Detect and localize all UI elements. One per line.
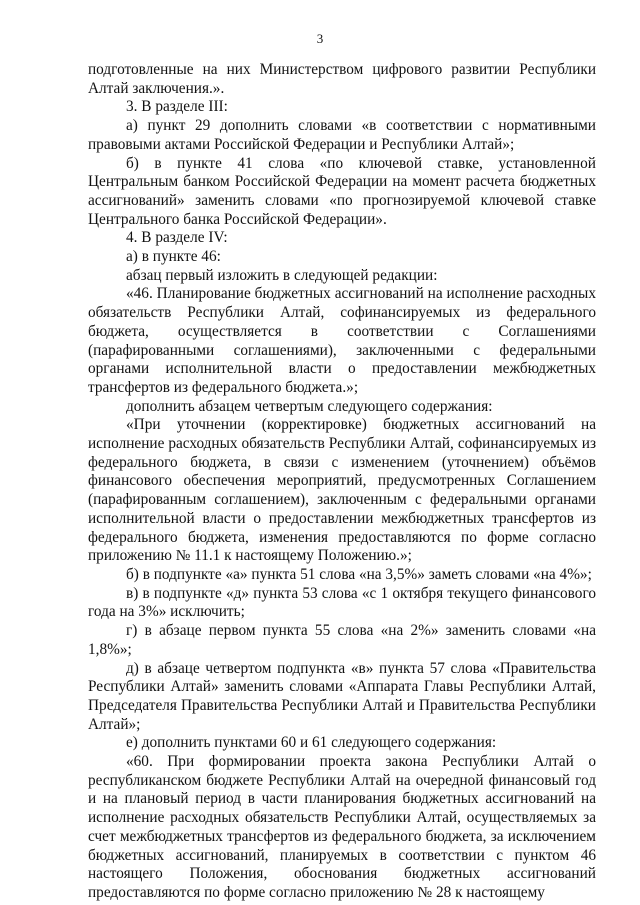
paragraph: е) дополнить пунктами 60 и 61 следующего содержания:	[126, 734, 497, 752]
page-number: 3	[316, 31, 324, 46]
paragraph: а) пункт 29 дополнить словами «в соответствии с нормативными правовыми актами Российской Федерации и Республики Алтай»;	[88, 117, 596, 153]
paragraph: д) в абзаце четвертом подпункта «в» пункта 57 слова «Правительства Республики Алтай» заменить словами «Аппарата Главы Республики Алтай, Председателя Правительства Республики Алтай и Правительства Республики Алтай»;	[88, 659, 596, 733]
paragraph: б) в подпункте «а» пункта 51 слова «на 3,5%» заметь словами «на 4%»;	[126, 565, 592, 583]
paragraph: «60. При формировании проекта закона Республики Алтай о республиканском бюджете Республики Алтай на очередной финансовый год и на плановый период в части планирования бюджетных ассигнований на исполнение расходных обязательств Республики Алтай, осуществляемых за счет межбюджетных трансфертов из федерального бюджета, за исключением бюджетных ассигнований, планируемых в соответствии с пунктом 46 настоящего Положения, обоснования бюджетных ассигнований предоставляются по форме согласно приложению № 28 к настоящему	[88, 753, 596, 901]
section-heading: 3. В разделе III:	[126, 98, 228, 116]
paragraph: в) в подпункте «д» пункта 53 слова «с 1 октября текущего финансового года на 3%» исключить;	[88, 584, 596, 621]
paragraph: а) в пункте 46:	[126, 248, 221, 266]
paragraph: «46. Планирование бюджетных ассигнований на исполнение расходных обязательств Республики Алтай, софинансируемых из федерального бюджета, осуществляется в соответствии с Соглашениями (парафированными соглашениями), заключенными с федеральными органами исполнительной власти о предоставлении межбюджетных трансфертов из федерального бюджета.»;	[88, 285, 596, 396]
section-heading: 4. В разделе IV:	[126, 229, 228, 247]
paragraph: абзац первый изложить в следующей редакции:	[126, 266, 438, 284]
paragraph: дополнить абзацем четвертым следующего содержания:	[126, 397, 493, 415]
paragraph: «При уточнении (корректировке) бюджетных ассигнований на исполнение расходных обязательств Республики Алтай, софинансируемых из федерального бюджета, в связи с изменением (уточнением) объёмов финансового обеспечения мероприятий, предусмотренных Соглашением (парафированным соглашением), заключенным с федеральными органами исполнительной власти о предоставлении межбюджетных трансфертов из федерального бюджета, изменения предоставляются по форме согласно приложению № 11.1 к настоящему Положению.»;	[88, 416, 596, 565]
paragraph: б) в пункте 41 слова «по ключевой ставке, установленной Центральным банком Российской Федерации на момент расчета бюджетных ассигнований» заменить словами «по прогнозируемой ключевой ставке Центрального банка Российской Федерации».	[88, 154, 596, 228]
paragraph: подготовленные на них Министерством цифрового развитии Республики Алтай заключения.».	[88, 61, 596, 97]
paragraph: г) в абзаце первом пункта 55 слова «на 2%» заменить словами «на 1,8%»;	[88, 622, 596, 658]
document-body	[88, 61, 596, 903]
